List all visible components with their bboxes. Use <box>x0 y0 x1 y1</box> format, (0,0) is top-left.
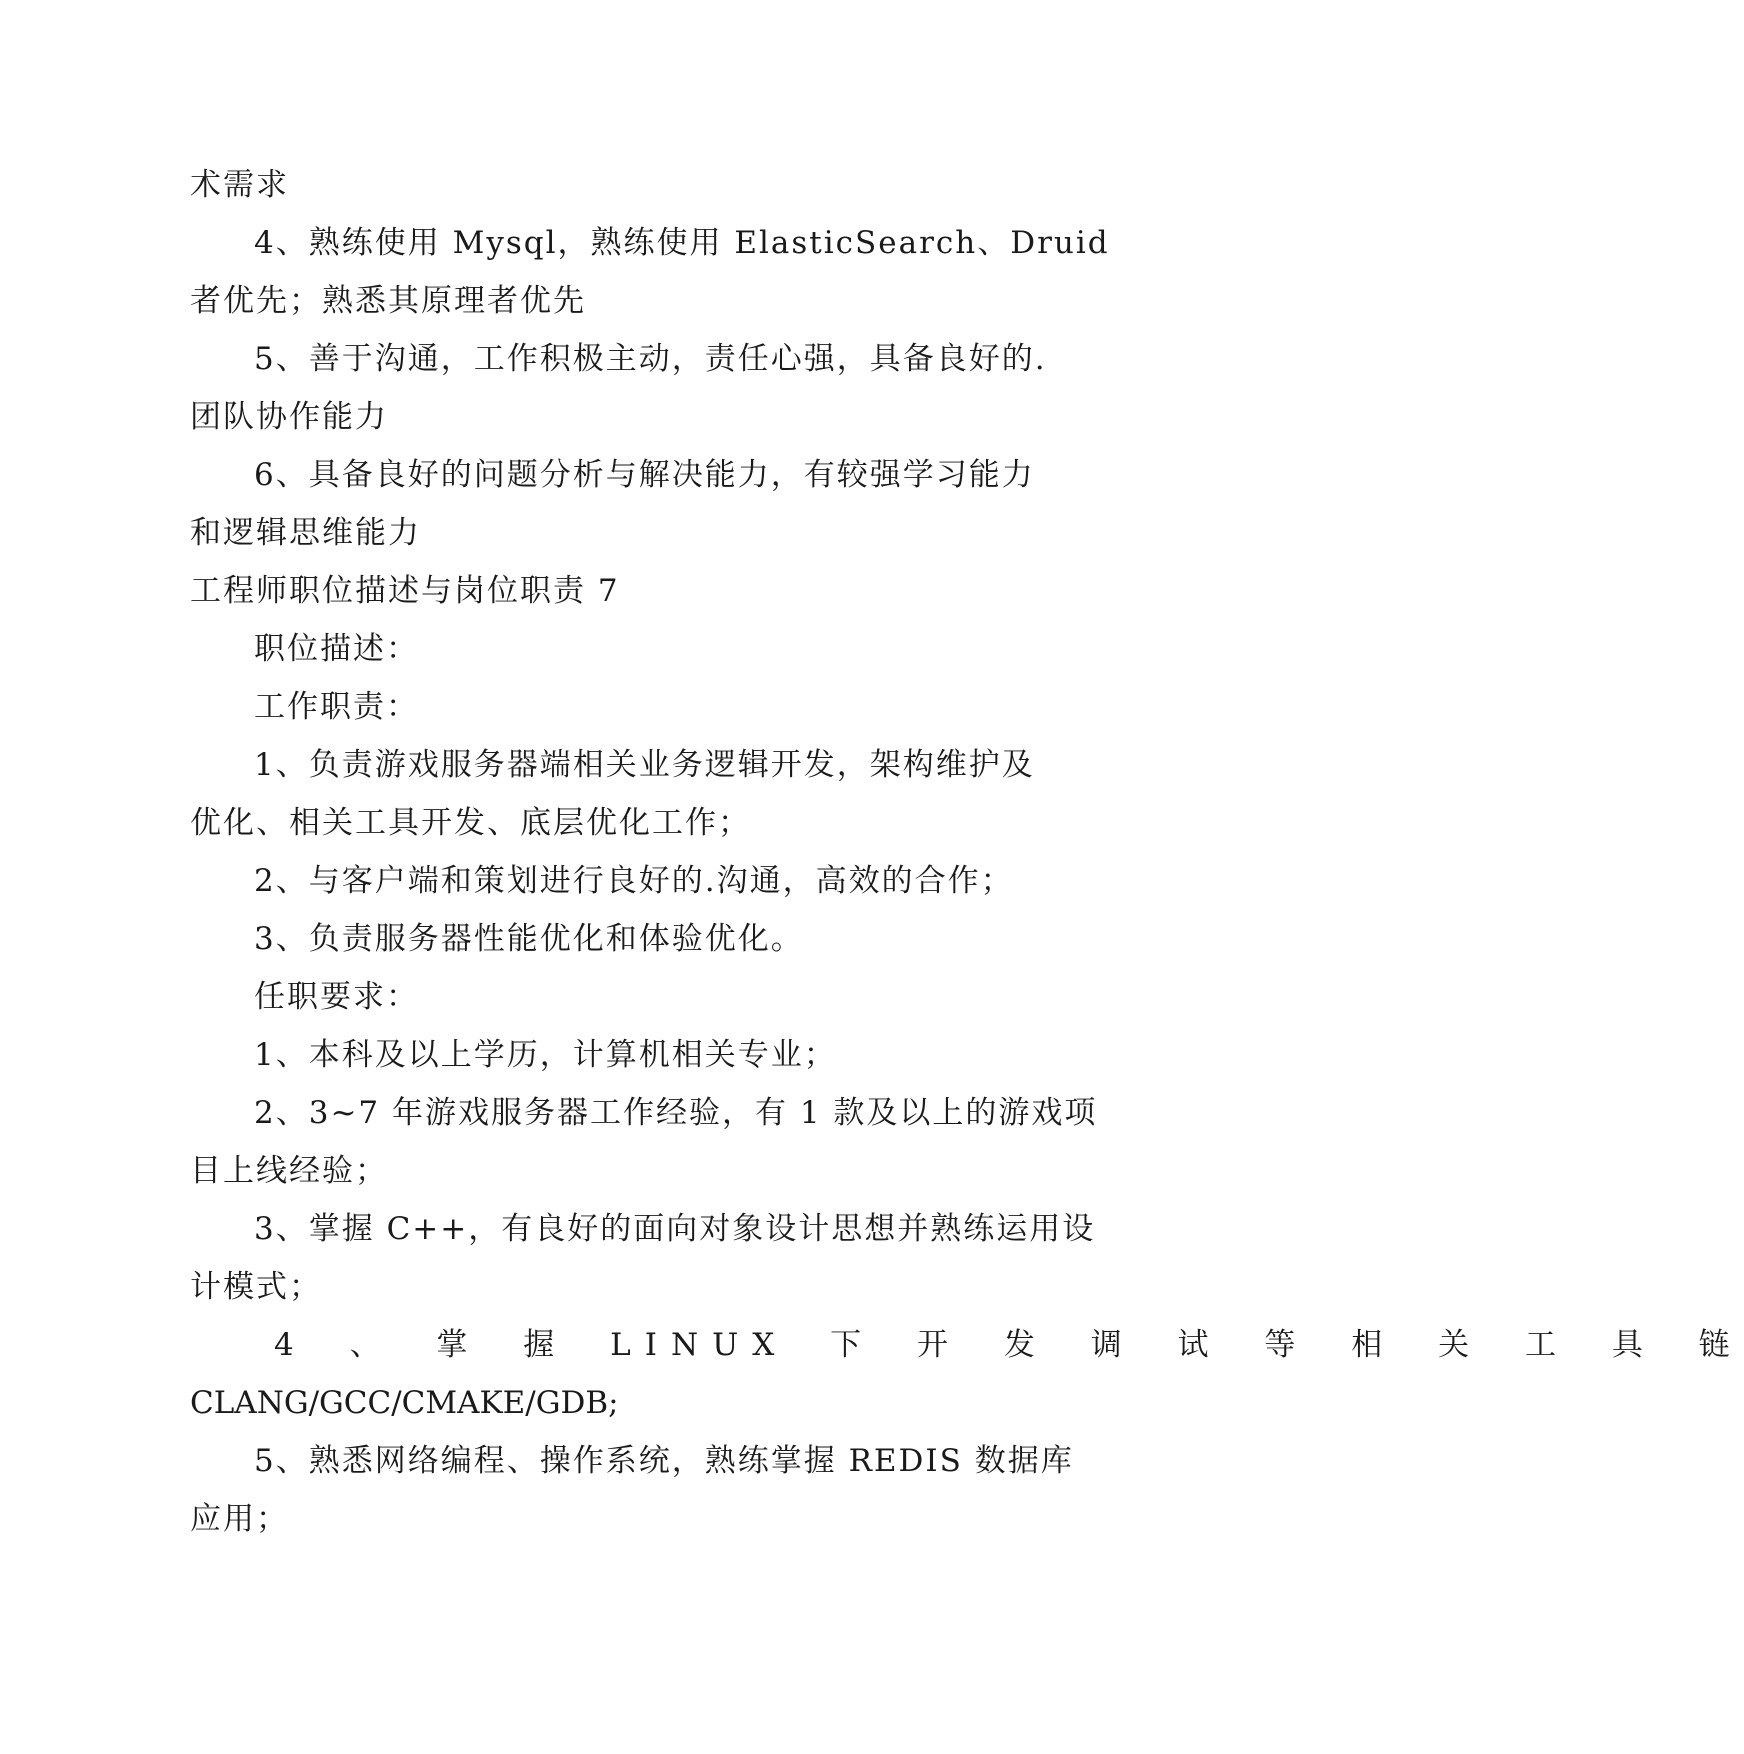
text-line: 和逻辑思维能力 <box>190 515 421 551</box>
text-line: 2、3~7 年游戏服务器工作经验，有 1 款及以上的游戏项 <box>254 1095 1098 1131</box>
text-line: 团队协作能力 <box>190 399 388 435</box>
text-line: 6、具备良好的问题分析与解决能力，有较强学习能力 <box>254 457 1035 493</box>
subheading-responsibilities: 工作职责： <box>254 689 419 725</box>
text-line: 5、善于沟通，工作积极主动，责任心强，具备良好的. <box>254 341 1047 377</box>
text-line: 4、熟练使用 Mysql，熟练使用 ElasticSearch、Druid <box>254 225 1110 261</box>
text-line: 1、本科及以上学历，计算机相关专业； <box>254 1037 837 1073</box>
text-line: 术需求 <box>190 167 289 203</box>
section-heading: 工程师职位描述与岗位职责 7 <box>190 573 620 609</box>
subheading-job-description: 职位描述： <box>254 631 419 667</box>
text-line: 优化、相关工具开发、底层优化工作； <box>190 805 751 841</box>
text-line: 者优先；熟悉其原理者优先 <box>190 283 586 319</box>
text-line: 应用； <box>190 1501 289 1537</box>
text-line: 3、掌握 C++，有良好的面向对象设计思想并熟练运用设 <box>254 1211 1096 1247</box>
subheading-requirements: 任职要求： <box>254 979 419 1015</box>
text-line: 1、负责游戏服务器端相关业务逻辑开发，架构维护及 <box>254 747 1035 783</box>
text-line: 计模式； <box>190 1269 322 1305</box>
text-line: 目上线经验； <box>190 1153 388 1189</box>
text-line: 2、与客户端和策划进行良好的.沟通，高效的合作； <box>254 863 1014 899</box>
text-line: 3、负责服务器性能优化和体验优化。 <box>254 921 804 957</box>
text-line: 5、熟悉网络编程、操作系统，熟练掌握 REDIS 数据库 <box>254 1443 1074 1479</box>
text-line: CLANG/GCC/CMAKE/GDB; <box>190 1385 619 1421</box>
document-body <box>190 156 1744 1548</box>
text-line: 4 、 掌 握 LINUX 下 开 发 调 试 等 相 关 工 具 链 <box>274 1327 1744 1363</box>
